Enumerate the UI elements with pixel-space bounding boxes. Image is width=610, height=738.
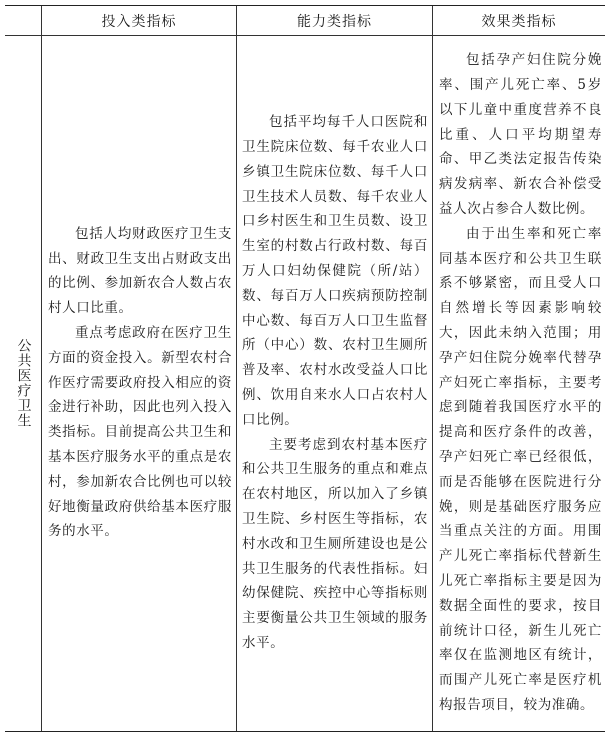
input-indicators-cell [42, 35, 236, 731]
header-corner [5, 6, 41, 35]
header-input-indicators: 投入类指标 [101, 13, 177, 30]
effect-indicators-cell [433, 35, 605, 731]
header-effect-indicators: 效果类指标 [481, 13, 557, 30]
effect-paragraph: 由于出生率和死亡率同基本医疗和公共卫生联系不够紧密，而且受人口自然增长等因素影响较大，因此未纳入范围；用孕产妇住院分娩率代替孕产妇死亡率指标，主要考虑到随着我国医疗水平的提高和医疗条件的改善，孕产妇死亡率已经很低，而是否能够在医院进行分娩，则是基础医疗服务应当重点关注的方面。用围产儿死亡率指标代替新生儿死亡率指标主要是因为数据全面性的要求，按目前统计口径，新生儿死亡率仅在监测地区有统计，而围产儿死亡率是医疗机构报告项目，较为准确。 [439, 225, 602, 713]
capacity-paragraph: 主要考虑到农村基本医疗和公共卫生服务的重点和难点在农村地区，所以加入了乡镇卫生院、乡村医生等指标，农村水改和卫生厕所建设也是公共卫生服务的代表性指标。妇幼保健院、疾控中心等指标则主要衡量公共卫生领域的服务水平。 [242, 436, 428, 651]
input-paragraph: 重点考虑政府在医疗卫生方面的资金投入。新型农村合作医疗需要政府投入相应的资金进行补助，因此也列入投入类指标。目前提高公共卫生和基本医疗服务水平的重点是农村，参加新农合比例也可以较好地衡量政府供给基本医疗服务的水平。 [48, 325, 232, 540]
row-label-cell [5, 35, 42, 731]
capacity-indicators-cell [237, 35, 432, 731]
header-capacity-indicators: 能力类指标 [297, 13, 372, 30]
capacity-paragraph: 包括平均每千人口医院和卫生院床位数、每千农业人口乡镇卫生院床位数、每千人口卫生技术人员数、每千农业人口乡村医生和卫生员数、设卫生室的村数占行政村数、每百万人口妇幼保健院（所/站）数、每百万人口疾病预防控制中心数、每百万人口卫生监督所（中心）数、农村卫生厕所普及率、农村水改受益人口比例、饮用自来水人口占农村人口比例。 [242, 114, 428, 428]
row-label: 公共医疗卫生 [15, 338, 32, 428]
input-paragraph: 包括人均财政医疗卫生支出、财政卫生支出占财政支出的比例、参加新农合人数占农村人口比重。 [48, 225, 232, 317]
indicator-table [5, 5, 605, 732]
effect-paragraph: 包括孕产妇住院分娩率、围产儿死亡率、5岁以下儿童中重度营养不良比重、人口平均期望寿命、甲乙类法定报告传染病发病率、新农合补偿受益人次占参合人数比例。 [439, 52, 602, 218]
